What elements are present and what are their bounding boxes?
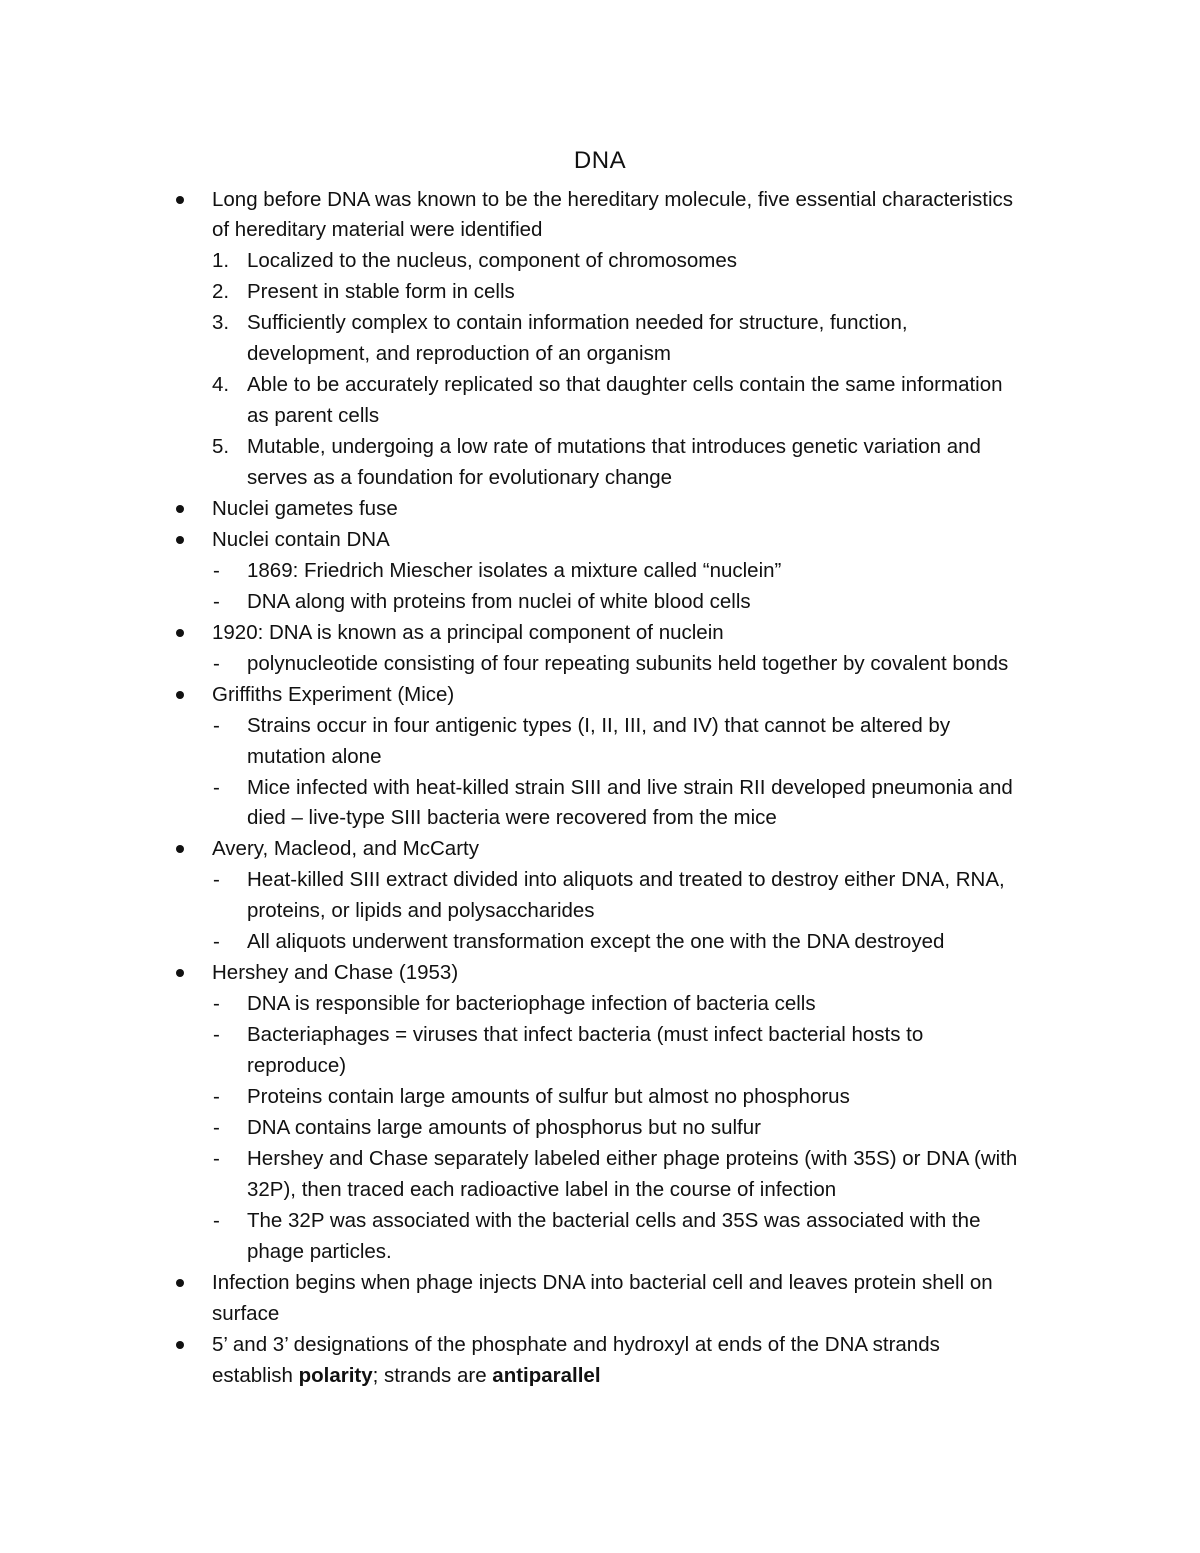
dash-marker: - — [213, 992, 220, 1015]
bullet-icon — [174, 617, 186, 648]
bullet-icon — [174, 184, 186, 215]
dash-marker: - — [213, 1147, 220, 1170]
dash-marker: - — [213, 590, 220, 613]
sub-item-text: DNA is responsible for bacteriophage infection of bacteria cells — [247, 992, 816, 1015]
dash-marker: - — [213, 559, 220, 582]
list-number: 1. — [212, 249, 230, 272]
bullet-icon — [174, 1267, 186, 1298]
bullet-item-text-continued — [212, 1360, 601, 1391]
bullet-icon — [174, 524, 186, 555]
list-number: 3. — [212, 311, 230, 334]
bullet-icon — [174, 493, 186, 524]
sub-item-text: Hershey and Chase separately labeled either phage proteins (with 35S) or DNA (with — [247, 1147, 1018, 1170]
dash-marker: - — [213, 868, 220, 891]
dash-marker: - — [213, 930, 220, 953]
text-run: ; strands are — [372, 1364, 493, 1387]
sub-item-text-continued: proteins, or lipids and polysaccharides — [247, 899, 595, 922]
sub-item-text: Bacteriaphages = viruses that infect bacteria (must infect bacterial hosts to — [247, 1023, 924, 1046]
numbered-item-text: Sufficiently complex to contain information needed for structure, function, — [247, 311, 908, 334]
sub-item-text: 1869: Friedrich Miescher isolates a mixture called “nuclein” — [247, 559, 782, 582]
numbered-item-text-continued: serves as a foundation for evolutionary change — [247, 466, 673, 489]
bullet-icon — [174, 833, 186, 864]
dash-marker: - — [213, 652, 220, 675]
bold-term-polarity: polarity — [298, 1364, 373, 1387]
text-run: establish — [212, 1364, 299, 1387]
numbered-item-text: Localized to the nucleus, component of chromosomes — [247, 249, 737, 272]
numbered-item-text-continued: development, and reproduction of an organism — [247, 342, 671, 365]
bullet-item-text: Griffiths Experiment (Mice) — [212, 683, 455, 706]
sub-item-text-continued: died – live-type SIII bacteria were recovered from the mice — [247, 806, 777, 829]
sub-item-text-continued: mutation alone — [247, 745, 382, 768]
sub-item-text: Mice infected with heat-killed strain SIII and live strain RII developed pneumonia and — [247, 776, 1013, 799]
bullet-item-text-continued: surface — [212, 1302, 280, 1325]
bold-term-antiparallel: antiparallel — [492, 1364, 601, 1387]
bullet-item-text: Infection begins when phage injects DNA into bacterial cell and leaves protein shell on — [212, 1271, 993, 1294]
sub-item-text-continued: 32P), then traced each radioactive label in the course of infection — [247, 1178, 837, 1201]
sub-item-text: Heat-killed SIII extract divided into aliquots and treated to destroy either DNA, RNA, — [247, 868, 1005, 891]
sub-item-text: The 32P was associated with the bacterial cells and 35S was associated with the — [247, 1209, 981, 1232]
list-number: 2. — [212, 280, 230, 303]
bullet-item-text: 5’ and 3’ designations of the phosphate and hydroxyl at ends of the DNA strands — [212, 1333, 940, 1356]
numbered-item-text-continued: as parent cells — [247, 404, 380, 427]
sub-item-text-continued: phage particles. — [247, 1240, 392, 1263]
dash-marker: - — [213, 1116, 220, 1139]
bullet-icon — [174, 679, 186, 710]
bullet-icon — [174, 1329, 186, 1360]
sub-item-text-continued: reproduce) — [247, 1054, 347, 1077]
numbered-item-text: Mutable, undergoing a low rate of mutations that introduces genetic variation and — [247, 435, 981, 458]
dash-marker: - — [213, 1085, 220, 1108]
list-number: 4. — [212, 373, 230, 396]
sub-item-text: DNA contains large amounts of phosphorus but no sulfur — [247, 1116, 761, 1139]
bullet-item-text: 1920: DNA is known as a principal component of nuclein — [212, 621, 724, 644]
dash-marker: - — [213, 1209, 220, 1232]
dash-marker: - — [213, 714, 220, 737]
sub-item-text: DNA along with proteins from nuclei of white blood cells — [247, 590, 751, 613]
bullet-item-text: Nuclei contain DNA — [212, 528, 390, 551]
bullet-icon — [174, 957, 186, 988]
bullet-item-text: Avery, Macleod, and McCarty — [212, 837, 479, 860]
numbered-item-text: Present in stable form in cells — [247, 280, 515, 303]
page-title: DNA — [573, 147, 627, 174]
dash-marker: - — [213, 776, 220, 799]
bullet-item-text: Hershey and Chase (1953) — [212, 961, 459, 984]
sub-item-text: polynucleotide consisting of four repeating subunits held together by covalent bonds — [247, 652, 1009, 675]
sub-item-text: Strains occur in four antigenic types (I, II, III, and IV) that cannot be altered by — [247, 714, 951, 737]
list-number: 5. — [212, 435, 230, 458]
sub-item-text: Proteins contain large amounts of sulfur but almost no phosphorus — [247, 1085, 850, 1108]
bullet-item-text-continued: of hereditary material were identified — [212, 218, 543, 241]
numbered-item-text: Able to be accurately replicated so that daughter cells contain the same information — [247, 373, 1003, 396]
bullet-item-text: Long before DNA was known to be the hereditary molecule, five essential characteristics — [212, 188, 1014, 211]
bullet-item-text: Nuclei gametes fuse — [212, 497, 398, 520]
dash-marker: - — [213, 1023, 220, 1046]
sub-item-text: All aliquots underwent transformation except the one with the DNA destroyed — [247, 930, 945, 953]
